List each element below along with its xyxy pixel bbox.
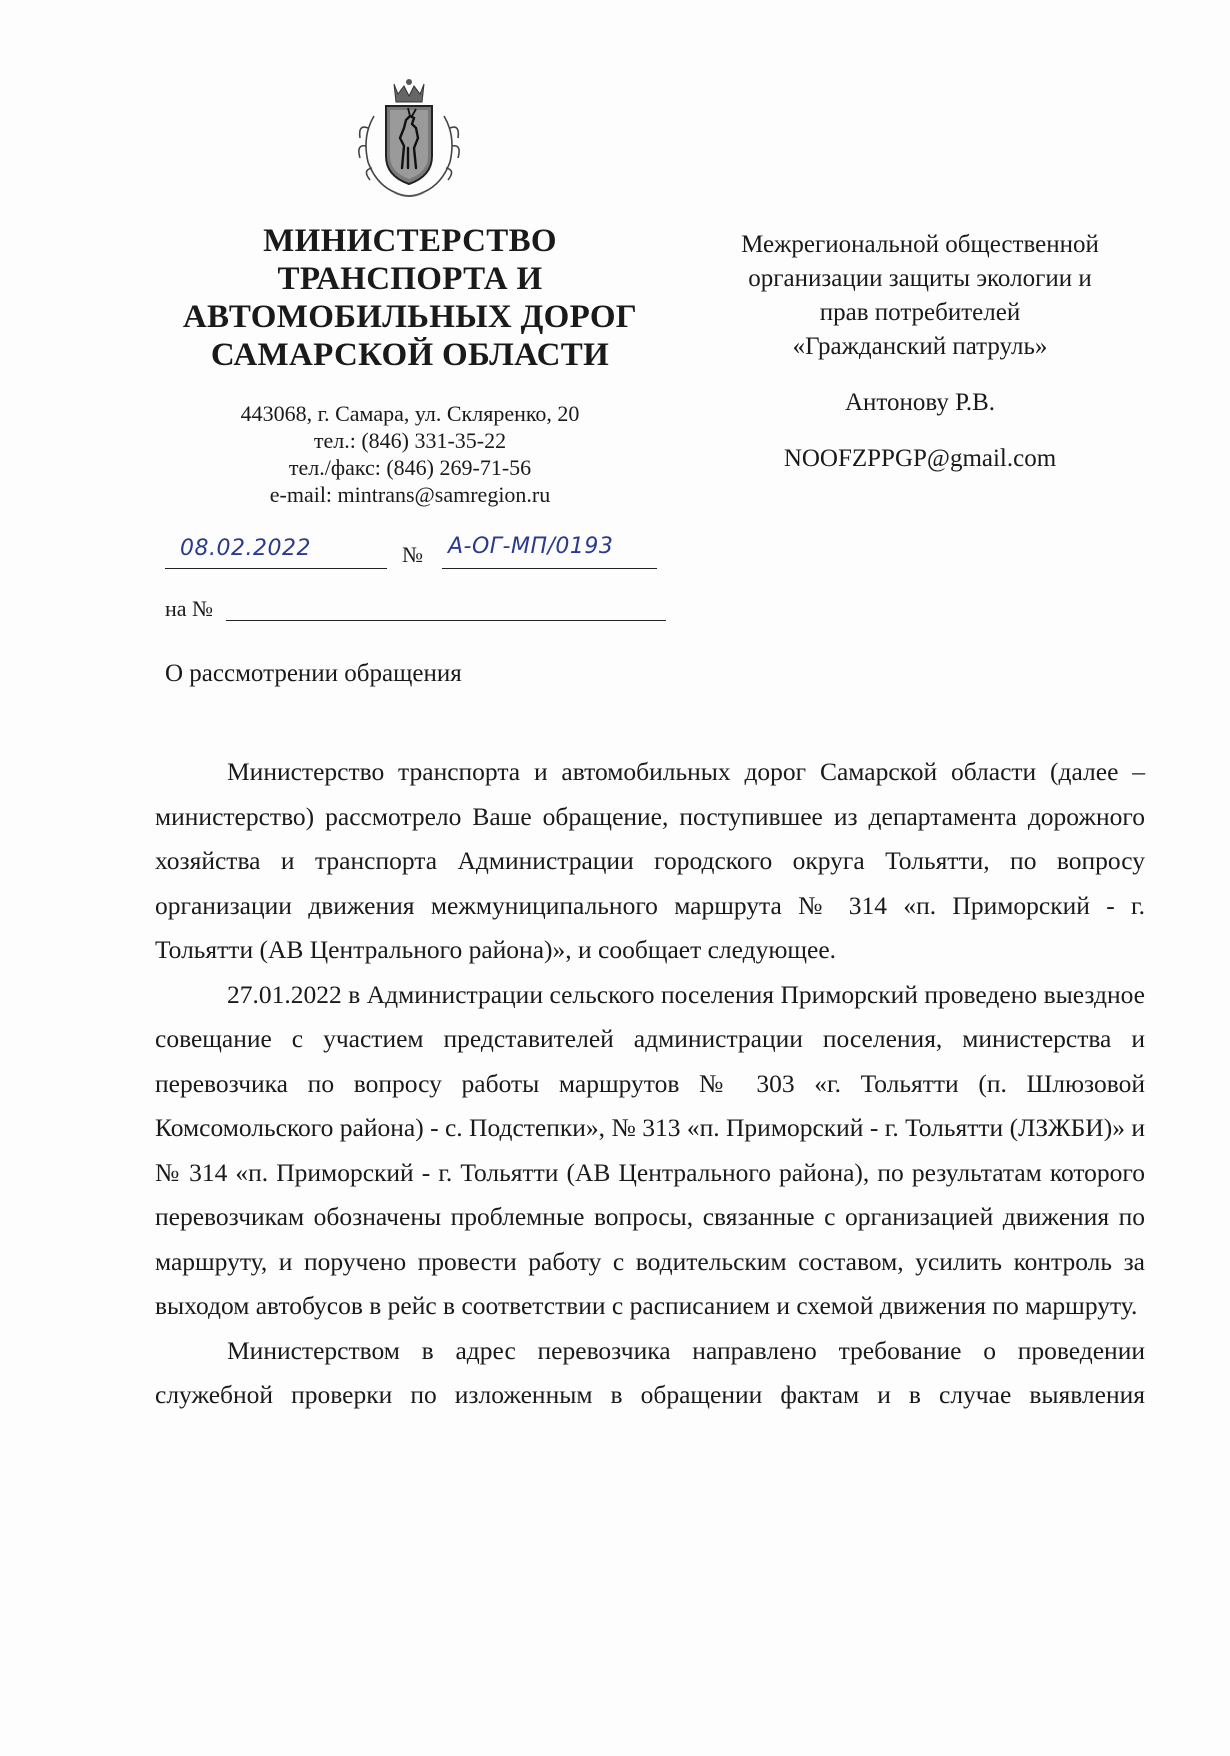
recipient-org-line: «Гражданский патруль» <box>792 333 1048 360</box>
ministry-title-line: САМАРСКОЙ ОБЛАСТИ <box>210 337 610 373</box>
ministry-fax: тел./факс: (846) 269-71-56 <box>288 455 532 480</box>
recipient-org-line: прав потребителей <box>819 299 1021 326</box>
reply-to-label: на № <box>165 596 214 621</box>
handwritten-outgoing-number: А-ОГ-МП/0193 <box>448 534 614 559</box>
ministry-title-line: ТРАНСПОРТА И <box>277 261 543 297</box>
date-underline <box>165 568 387 569</box>
recipient-org-line: организации защиты экологии и <box>748 265 1092 292</box>
ministry-contacts <box>150 400 670 508</box>
body-paragraph: Министерство транспорта и автомобильных дорог Самарской области (далее – министерство) рассмотрело Ваше обращение, поступившее из департамента дорожного хозяйства и транспорта Администрации городского округа Тольятти, по вопросу организации движения межмуниципального маршрута № 314 «п. Приморский - г. Тольятти (АВ Центрального района)», и сообщает следующее. <box>155 757 1145 964</box>
number-underline <box>442 568 657 569</box>
coat-of-arms-emblem <box>354 76 464 204</box>
recipient-org-line: Межрегиональной общественной <box>741 231 1099 258</box>
letter-subject: О рассмотрении обращения <box>165 660 462 687</box>
letter-body <box>155 750 1145 1418</box>
ministry-email: e-mail: mintrans@samregion.ru <box>269 482 551 507</box>
recipient-block <box>700 228 1140 476</box>
reply-to-underline <box>226 620 666 621</box>
ministry-phone: тел.: (846) 331-35-22 <box>313 428 507 453</box>
ministry-address: 443068, г. Самара, ул. Скляренко, 20 <box>240 401 580 426</box>
handwritten-date: 08.02.2022 <box>180 536 311 561</box>
body-paragraph: 27.01.2022 в Администрации сельского поселения Приморский проведено выездное совещание с участием представителей администрации поселения, министерства и перевозчика по вопросу работы маршрутов № 303 «г. Тольятти (п. Шлюзовой Комсомольского района) - с. Подстепки», № 313 «п. Приморский - г. Тольятти (ЛЗЖБИ)» и № 314 «п. Приморский - г. Тольятти (АВ Центрального района), по результатам которого перевозчикам обозначены проблемные вопросы, связанные с организацией движения по маршруту, и поручено провести работу с водительским составом, усилить контроль за выходом автобусов в рейс в соответствии с расписанием и схемой движения по маршруту. <box>155 979 1145 1320</box>
body-paragraph: Министерством в адрес перевозчика направлено требование о проведении служебной проверки по изложенным в обращении фактам и в случае выявления <box>155 1335 1145 1409</box>
recipient-email: NOOFZPPGP@gmail.com <box>783 445 1057 472</box>
recipient-person: Антонову Р.В. <box>844 389 996 416</box>
ministry-title-line: МИНИСТЕРСТВО <box>263 223 557 259</box>
ministry-title-line: АВТОМОБИЛЬНЫХ ДОРОГ <box>182 299 638 335</box>
number-label: № <box>402 542 423 567</box>
ministry-title <box>150 222 670 374</box>
